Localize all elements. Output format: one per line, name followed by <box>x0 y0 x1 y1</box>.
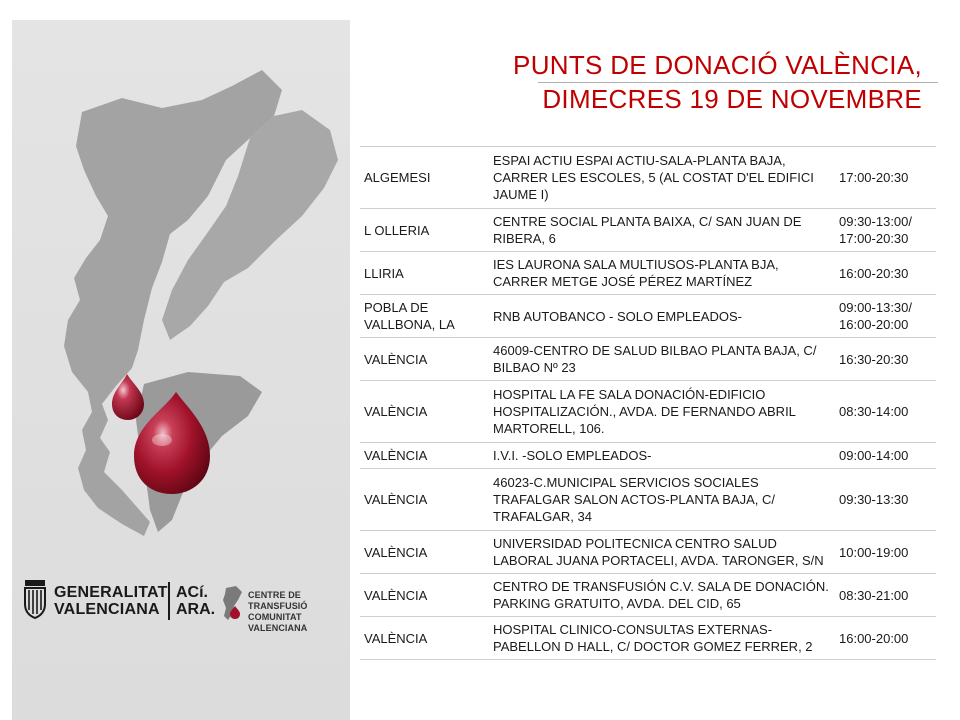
title-line-2: DIMECRES 19 DE NOVEMBRE <box>542 84 922 114</box>
hours-cell: 09:30-13:00/ 17:00-20:30 <box>835 209 936 252</box>
town-cell: VALÈNCIA <box>360 338 489 381</box>
place-cell: CENTRE SOCIAL PLANTA BAIXA, C/ SAN JUAN DE RIBERA, 6 <box>489 209 835 252</box>
table-row <box>360 617 936 660</box>
place-cell: IES LAURONA SALA MULTIUSOS-PLANTA BJA, CARRER METGE JOSÉ PÉREZ MARTÍNEZ <box>489 252 835 295</box>
aci-line2: ARA. <box>176 601 216 618</box>
table-row <box>360 469 936 531</box>
generalitat-emblem-icon <box>22 578 48 620</box>
hours-cell: 08:30-14:00 <box>835 381 936 443</box>
table-row <box>360 209 936 252</box>
hours-cell: 17:00-20:30 <box>835 147 936 209</box>
town-cell: ALGEMESI <box>360 147 489 209</box>
place-cell: RNB AUTOBANCO - SOLO EMPLEADOS- <box>489 295 835 338</box>
place-cell: UNIVERSIDAD POLITECNICA CENTRO SALUD LABORAL JUANA PORTACELI, AVDA. TARONGER, S/N <box>489 531 835 574</box>
hours-cell: 08:30-21:00 <box>835 574 936 617</box>
place-cell: CENTRO DE TRANSFUSIÓN C.V. SALA DE DONACIÓN. PARKING GRATUITO, AVDA. DEL CID, 65 <box>489 574 835 617</box>
valencia-map-illustration <box>12 20 350 560</box>
table-row <box>360 531 936 574</box>
table-row <box>360 338 936 381</box>
table-row <box>360 574 936 617</box>
town-cell: LLIRIA <box>360 252 489 295</box>
place-cell: HOSPITAL CLINICO-CONSULTAS EXTERNAS-PABELLON D HALL, C/ DOCTOR GOMEZ FERRER, 2 <box>489 617 835 660</box>
ctcv-logo-text <box>248 590 358 634</box>
place-cell: ESPAI ACTIU ESPAI ACTIU-SALA-PLANTA BAJA, CARRER LES ESCOLES, 5 (AL COSTAT D'EL EDIFICI JAUME I) <box>489 147 835 209</box>
table-row <box>360 443 936 469</box>
hours-cell: 09:00-14:00 <box>835 443 936 469</box>
logo-divider <box>168 582 170 620</box>
town-cell: VALÈNCIA <box>360 381 489 443</box>
place-cell: 46009-CENTRO DE SALUD BILBAO PLANTA BAJA, C/ BILBAO Nº 23 <box>489 338 835 381</box>
drop-highlight <box>152 434 172 446</box>
logos-bar <box>20 576 350 656</box>
hours-cell: 09:30-13:30 <box>835 469 936 531</box>
table-row <box>360 147 936 209</box>
ctcv-map-emblem-icon <box>220 582 246 624</box>
table-row <box>360 295 936 338</box>
place-cell: I.V.I. -SOLO EMPLEADOS- <box>489 443 835 469</box>
hours-cell: 16:00-20:30 <box>835 252 936 295</box>
hours-cell: 16:30-20:30 <box>835 338 936 381</box>
ctcv-line1: CENTRE DE TRANSFUSIÓ <box>248 590 308 611</box>
town-cell: POBLA DE VALLBONA, LA <box>360 295 489 338</box>
aci-ara-logo-text <box>176 584 216 618</box>
title-divider <box>538 82 938 83</box>
generalitat-line1: GENERALITAT <box>54 584 168 601</box>
place-cell: 46023-C.MUNICIPAL SERVICIOS SOCIALES TRAFALGAR SALON ACTOS-PLANTA BAJA, C/ TRAFALGAR, 34 <box>489 469 835 531</box>
hours-cell: 10:00-19:00 <box>835 531 936 574</box>
town-cell: VALÈNCIA <box>360 574 489 617</box>
hours-cell: 09:00-13:30/ 16:00-20:00 <box>835 295 936 338</box>
ctcv-line2: COMUNITAT VALENCIANA <box>248 612 308 633</box>
town-cell: VALÈNCIA <box>360 469 489 531</box>
aci-line1: ACí. <box>176 584 208 601</box>
place-cell: HOSPITAL LA FE SALA DONACIÓN-EDIFICIO HOSPITALIZACIÓN., AVDA. DE FERNANDO ABRIL MARTORELL, 106. <box>489 381 835 443</box>
town-cell: VALÈNCIA <box>360 531 489 574</box>
table-row <box>360 381 936 443</box>
side-panel <box>12 20 350 720</box>
title-line-1: PUNTS DE DONACIÓ VALÈNCIA, <box>513 50 922 80</box>
town-cell: VALÈNCIA <box>360 443 489 469</box>
town-cell: VALÈNCIA <box>360 617 489 660</box>
donation-points-body <box>360 147 936 660</box>
town-cell: L OLLERIA <box>360 209 489 252</box>
hours-cell: 16:00-20:00 <box>835 617 936 660</box>
generalitat-logo-text <box>54 584 168 618</box>
donation-points-table <box>360 146 936 660</box>
table-row <box>360 252 936 295</box>
generalitat-line2: VALENCIANA <box>54 601 160 618</box>
donation-points-table-wrap <box>360 146 936 660</box>
